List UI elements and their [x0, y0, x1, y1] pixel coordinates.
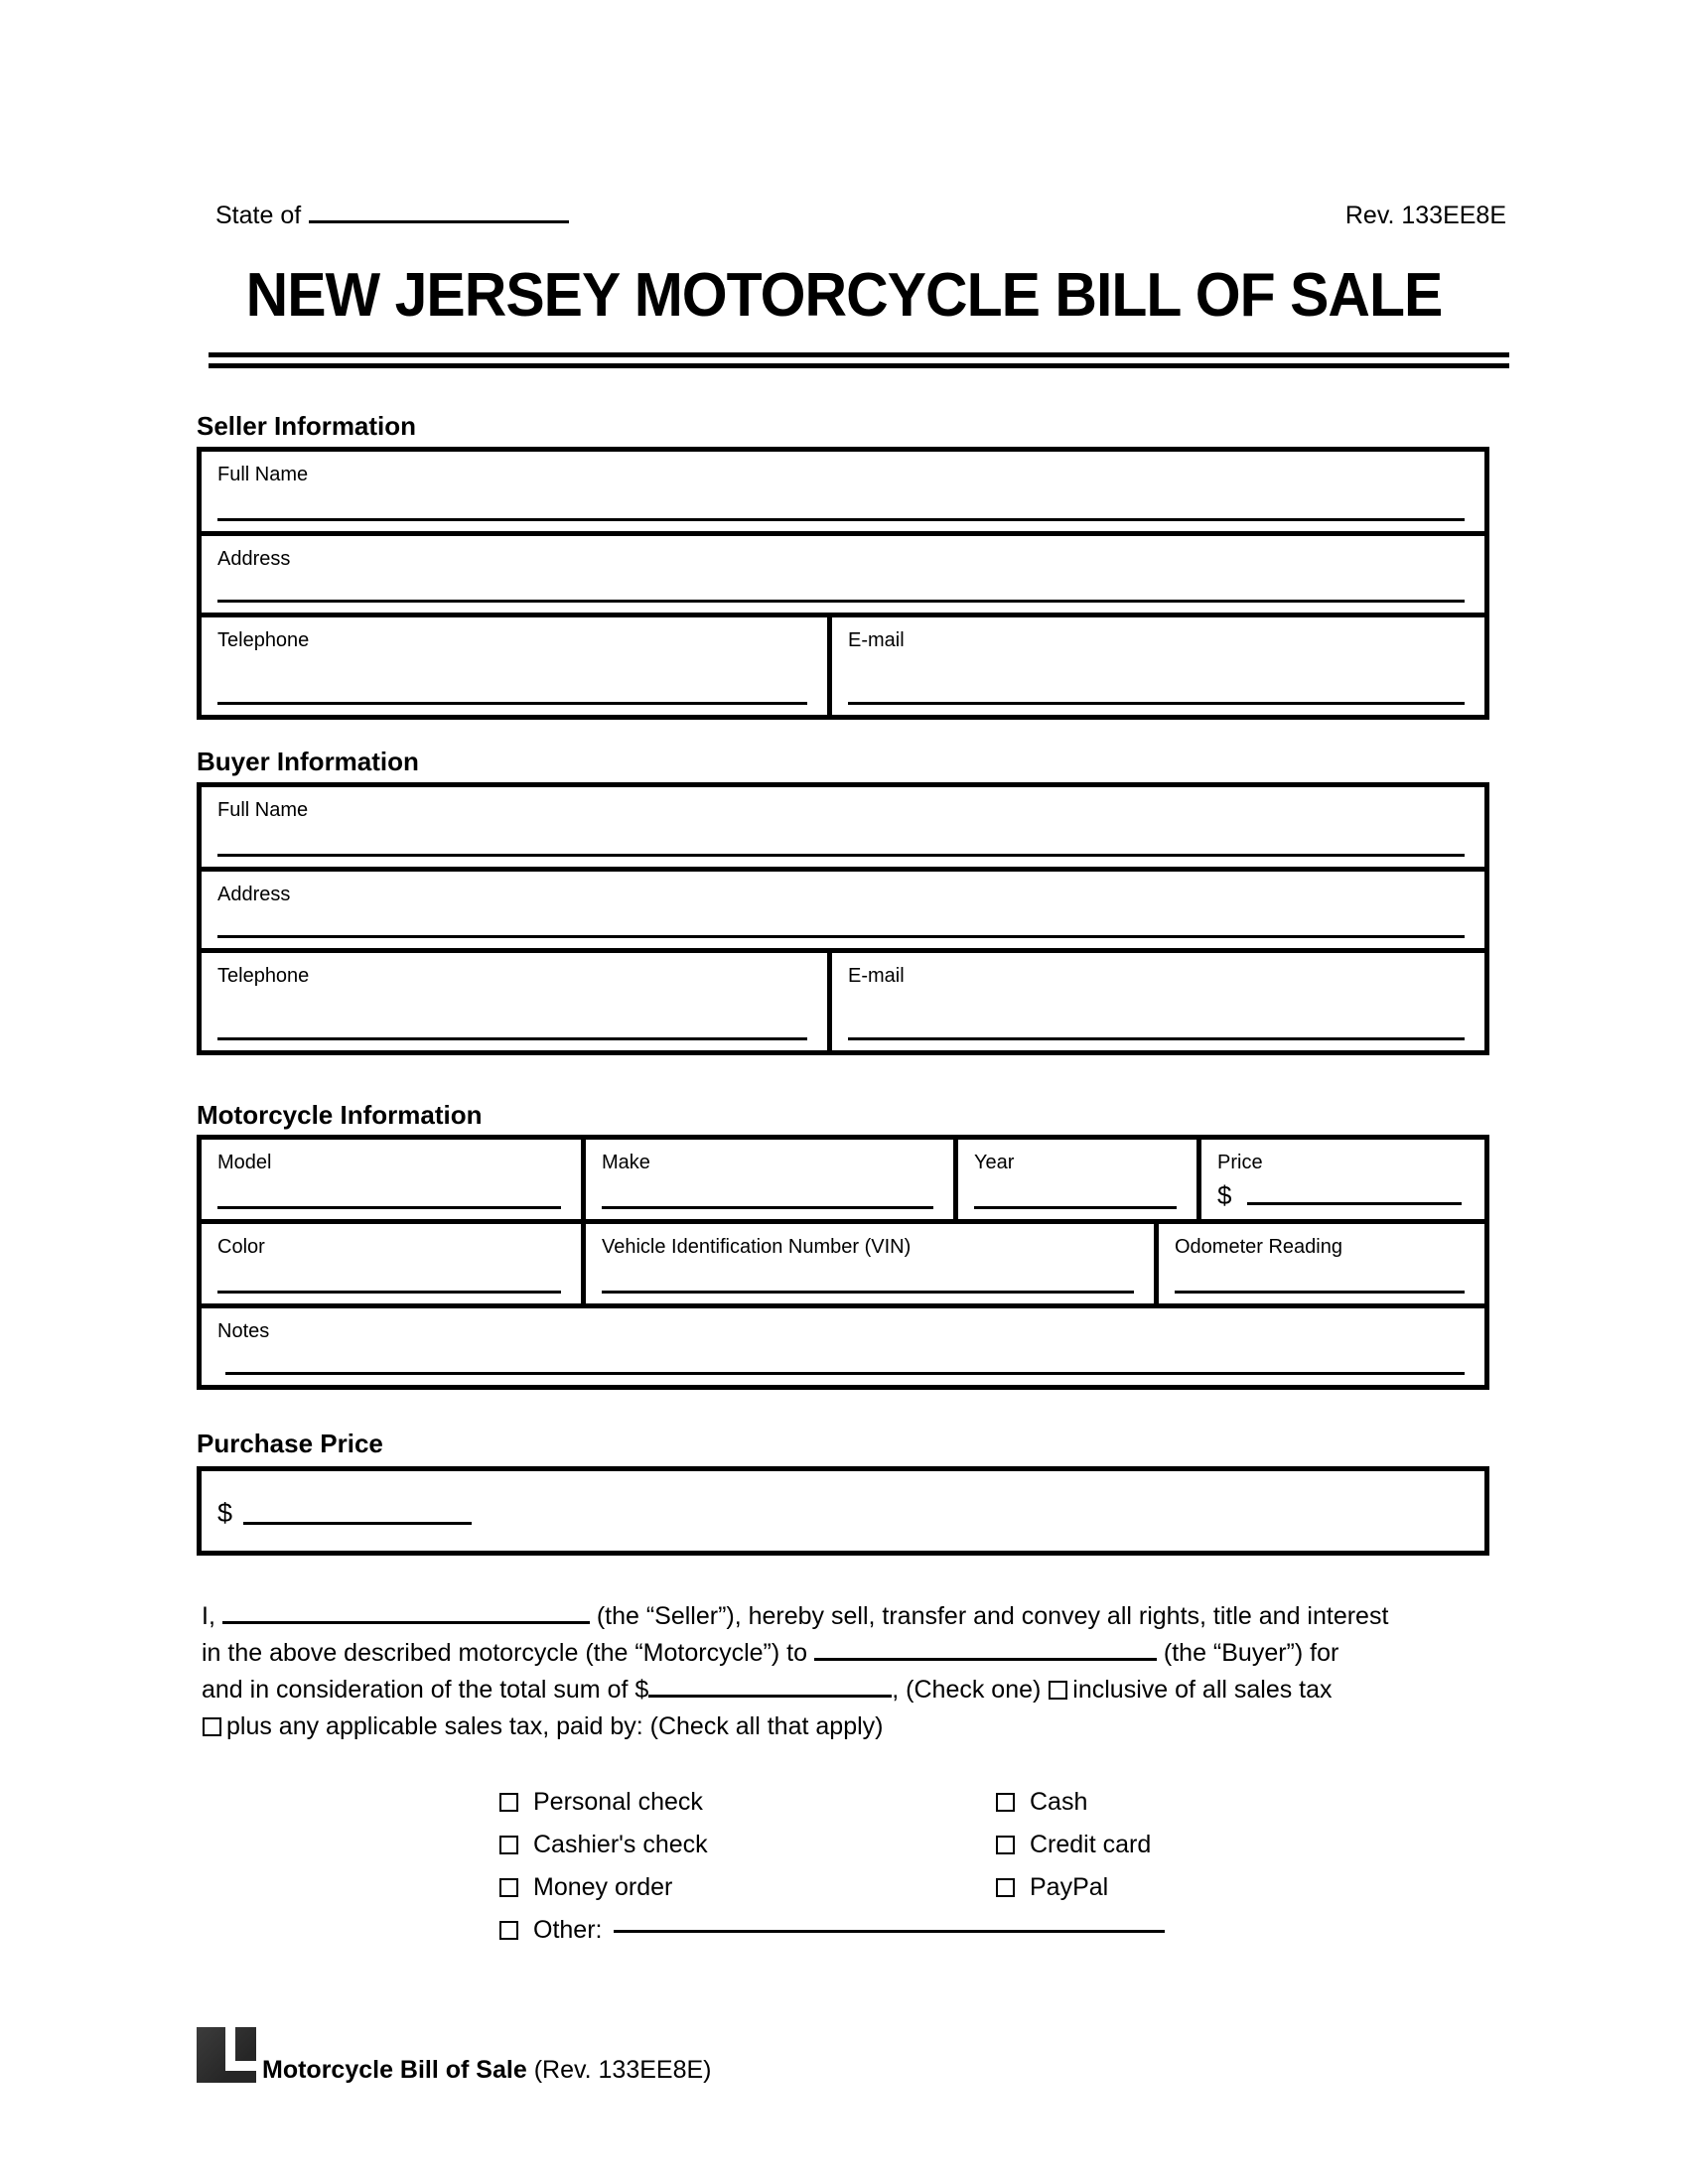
other-label: Other:: [533, 1916, 603, 1944]
seller-email-field[interactable]: [848, 702, 1465, 705]
model-field[interactable]: [217, 1206, 561, 1209]
payment-option-other: [499, 1909, 1165, 1952]
color-label: Color: [217, 1236, 265, 1258]
year-label: Year: [974, 1152, 1015, 1173]
seller-fullname-field[interactable]: [217, 518, 1465, 521]
seller-address-label: Address: [217, 548, 291, 570]
model-label: Model: [217, 1152, 272, 1173]
seller-name-blank[interactable]: [222, 1619, 590, 1624]
odometer-label: Odometer Reading: [1175, 1236, 1342, 1258]
motorcycle-row-2: [202, 1224, 1484, 1308]
credit-card-checkbox[interactable]: [996, 1836, 1015, 1854]
agreement-line-4: [202, 1708, 1512, 1745]
buyer-fullname-row: [202, 787, 1484, 872]
seller-telephone-cell: [202, 617, 832, 715]
paypal-checkbox[interactable]: [996, 1878, 1015, 1897]
seller-address-row: [202, 536, 1484, 617]
footer-doc-name: Motorcycle Bill of Sale: [262, 2056, 527, 2084]
state-of-blank[interactable]: [309, 218, 569, 223]
buyer-telephone-label: Telephone: [217, 965, 310, 987]
notes-field[interactable]: [225, 1372, 1465, 1375]
revision-code: Rev. 133EE8E: [1344, 202, 1506, 229]
cash-checkbox[interactable]: [996, 1793, 1015, 1812]
motorcycle-info-table: [197, 1135, 1489, 1390]
paypal-label: PayPal: [1030, 1873, 1109, 1901]
cashiers-check-label: Cashier's check: [533, 1831, 708, 1858]
agreement-line-2: [202, 1635, 1512, 1672]
footer-doc-title: [262, 2056, 712, 2085]
purchase-price-heading: Purchase Price: [197, 1429, 383, 1458]
buyer-address-field[interactable]: [217, 935, 1465, 938]
buyer-section-heading: Buyer Information: [197, 747, 419, 776]
seller-fullname-label: Full Name: [217, 464, 309, 485]
buyer-name-blank[interactable]: [814, 1656, 1157, 1661]
color-cell: [202, 1224, 586, 1303]
make-label: Make: [602, 1152, 650, 1173]
vin-label: Vehicle Identification Number (VIN): [602, 1236, 912, 1258]
cashiers-check-checkbox[interactable]: [499, 1836, 518, 1854]
other-method-blank[interactable]: [614, 1928, 1165, 1933]
motorcycle-row-1: [202, 1140, 1484, 1224]
inclusive-sales-tax-label: inclusive of all sales tax: [1072, 1676, 1333, 1704]
year-field[interactable]: [974, 1206, 1177, 1209]
purchase-price-field[interactable]: [243, 1522, 472, 1525]
seller-info-table: [197, 447, 1489, 720]
purchase-price-box: [197, 1466, 1489, 1556]
make-field[interactable]: [602, 1206, 933, 1209]
credit-card-label: Credit card: [1030, 1831, 1152, 1858]
page-title: NEW JERSEY MOTORCYCLE BILL OF SALE: [245, 261, 1443, 330]
money-order-label: Money order: [533, 1873, 673, 1901]
odometer-cell: [1159, 1224, 1484, 1303]
seller-telephone-field[interactable]: [217, 702, 807, 705]
state-of-label: State of: [215, 202, 302, 229]
odometer-field[interactable]: [1175, 1291, 1465, 1294]
agreement-line1-suffix: (the “Seller”), hereby sell, transfer and convey all rights, title and interest: [596, 1602, 1389, 1630]
seller-address-field[interactable]: [217, 600, 1465, 603]
inclusive-sales-tax-checkbox[interactable]: [1049, 1681, 1067, 1700]
agreement-line3-prefix: and in consideration of the total sum of $: [202, 1676, 649, 1704]
other-checkbox[interactable]: [499, 1921, 518, 1940]
personal-check-checkbox[interactable]: [499, 1793, 518, 1812]
agreement-paragraph: [202, 1598, 1512, 1745]
price-field[interactable]: [1247, 1202, 1462, 1205]
payment-option-credit-card: [996, 1824, 1151, 1866]
seller-email-label: E-mail: [848, 629, 905, 651]
agreement-line-1: [202, 1598, 1512, 1635]
color-field[interactable]: [217, 1291, 561, 1294]
notes-label: Notes: [217, 1320, 270, 1342]
footer-rev: (Rev. 133EE8E): [533, 2056, 712, 2084]
agreement-line2-suffix: (the “Buyer”) for: [1163, 1639, 1339, 1667]
seller-email-cell: [832, 617, 1484, 715]
title-divider: [209, 352, 1509, 368]
buyer-email-field[interactable]: [848, 1037, 1465, 1040]
price-currency: $: [1217, 1180, 1232, 1210]
notes-row: [202, 1308, 1484, 1385]
agreement-line1-prefix: I,: [202, 1602, 215, 1630]
vin-field[interactable]: [602, 1291, 1134, 1294]
motorcycle-section-heading: Motorcycle Information: [197, 1100, 483, 1130]
payment-methods-right-column: [996, 1781, 1151, 1909]
buyer-email-cell: [832, 953, 1484, 1050]
buyer-address-row: [202, 872, 1484, 953]
seller-fullname-row: [202, 452, 1484, 536]
year-cell: [958, 1140, 1201, 1219]
buyer-address-label: Address: [217, 884, 291, 905]
personal-check-label: Personal check: [533, 1788, 703, 1816]
state-of-line: [215, 202, 569, 230]
buyer-telephone-cell: [202, 953, 832, 1050]
cash-label: Cash: [1030, 1788, 1088, 1816]
plus-sales-tax-label: plus any applicable sales tax, paid by: (Check all that apply): [226, 1712, 884, 1740]
make-cell: [586, 1140, 958, 1219]
price-cell: [1201, 1140, 1484, 1219]
payment-option-cash: [996, 1781, 1151, 1824]
seller-telephone-label: Telephone: [217, 629, 310, 651]
vin-cell: [586, 1224, 1159, 1303]
seller-contact-row: [202, 617, 1484, 715]
agreement-line-3: [202, 1672, 1512, 1708]
buyer-contact-row: [202, 953, 1484, 1050]
price-label: Price: [1217, 1152, 1263, 1173]
seller-section-heading: Seller Information: [197, 411, 417, 441]
buyer-fullname-label: Full Name: [217, 799, 309, 821]
agreement-line3-mid: , (Check one): [892, 1676, 1042, 1704]
total-sum-blank[interactable]: [648, 1693, 892, 1698]
buyer-email-label: E-mail: [848, 965, 905, 987]
buyer-telephone-field[interactable]: [217, 1037, 807, 1040]
money-order-checkbox[interactable]: [499, 1878, 518, 1897]
model-cell: [202, 1140, 586, 1219]
buyer-info-table: [197, 782, 1489, 1055]
plus-sales-tax-checkbox[interactable]: [203, 1717, 221, 1736]
payment-option-paypal: [996, 1866, 1151, 1909]
purchase-price-currency: $: [217, 1498, 233, 1528]
legal-templates-logo-icon: [197, 2027, 256, 2083]
buyer-fullname-field[interactable]: [217, 854, 1465, 857]
agreement-line2-prefix: in the above described motorcycle (the “Motorcycle”) to: [202, 1639, 807, 1667]
